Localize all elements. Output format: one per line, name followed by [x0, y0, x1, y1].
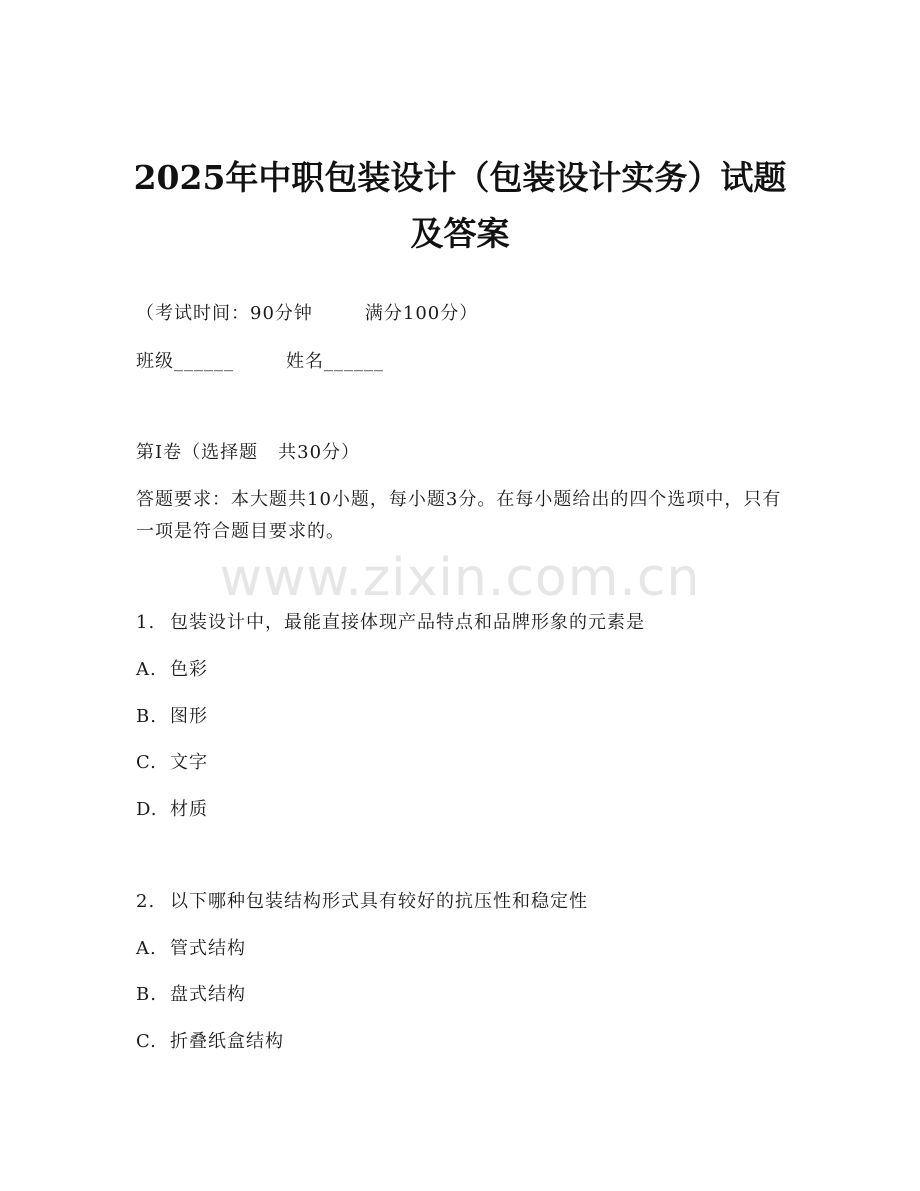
title-line-1: 2025年中职包装设计（包装设计实务）试题: [133, 158, 787, 197]
instructions: 答题要求：本大题共10小题，每小题3分。在每小题给出的四个选项中，只有一项是符合题目要求的。: [136, 489, 782, 542]
exam-info: [136, 300, 478, 328]
option-text: 管式结构: [170, 938, 246, 959]
question-1-option-a: [136, 656, 208, 684]
question-1-option-d: [136, 796, 208, 824]
option-text: 折叠纸盒结构: [170, 1031, 284, 1052]
option-text: 文字: [170, 752, 208, 773]
student-fields: [136, 348, 384, 376]
full-score: 满分100分）: [364, 303, 479, 324]
question-2: [136, 888, 588, 916]
question-text: 包装设计中，最能直接体现产品特点和品牌形象的元素是: [170, 612, 645, 633]
name-field: 姓名______: [286, 351, 384, 372]
option-letter: B.: [136, 706, 157, 727]
class-field: 班级______: [136, 351, 234, 372]
question-number: 2.: [136, 891, 156, 912]
option-text: 图形: [170, 706, 208, 727]
question-1-option-c: [136, 749, 208, 777]
option-text: 材质: [170, 799, 208, 820]
section-heading: [136, 439, 360, 467]
option-letter: C.: [136, 752, 157, 773]
option-letter: A.: [136, 938, 157, 959]
question-number: 1.: [136, 612, 156, 633]
option-letter: D.: [136, 799, 158, 820]
option-letter: A.: [136, 659, 157, 680]
option-text: 盘式结构: [170, 984, 246, 1005]
question-2-option-b: [136, 981, 246, 1009]
question-2-option-c: [136, 1028, 284, 1056]
option-letter: B.: [136, 984, 157, 1005]
option-text: 色彩: [170, 659, 208, 680]
question-text: 以下哪种包装结构形式具有较好的抗压性和稳定性: [170, 891, 588, 912]
title-line-2: 及答案: [410, 214, 510, 253]
exam-time: （考试时间：90分钟: [136, 303, 313, 324]
section-score: 共30分）: [278, 442, 361, 463]
option-letter: C.: [136, 1031, 157, 1052]
section-title: 第I卷（选择题: [136, 442, 259, 463]
document-title: [60, 150, 860, 262]
watermark: www.zixin.com.cn: [219, 548, 701, 608]
question-2-option-a: [136, 935, 246, 963]
question-1-option-b: [136, 703, 208, 731]
question-1: [136, 609, 645, 637]
